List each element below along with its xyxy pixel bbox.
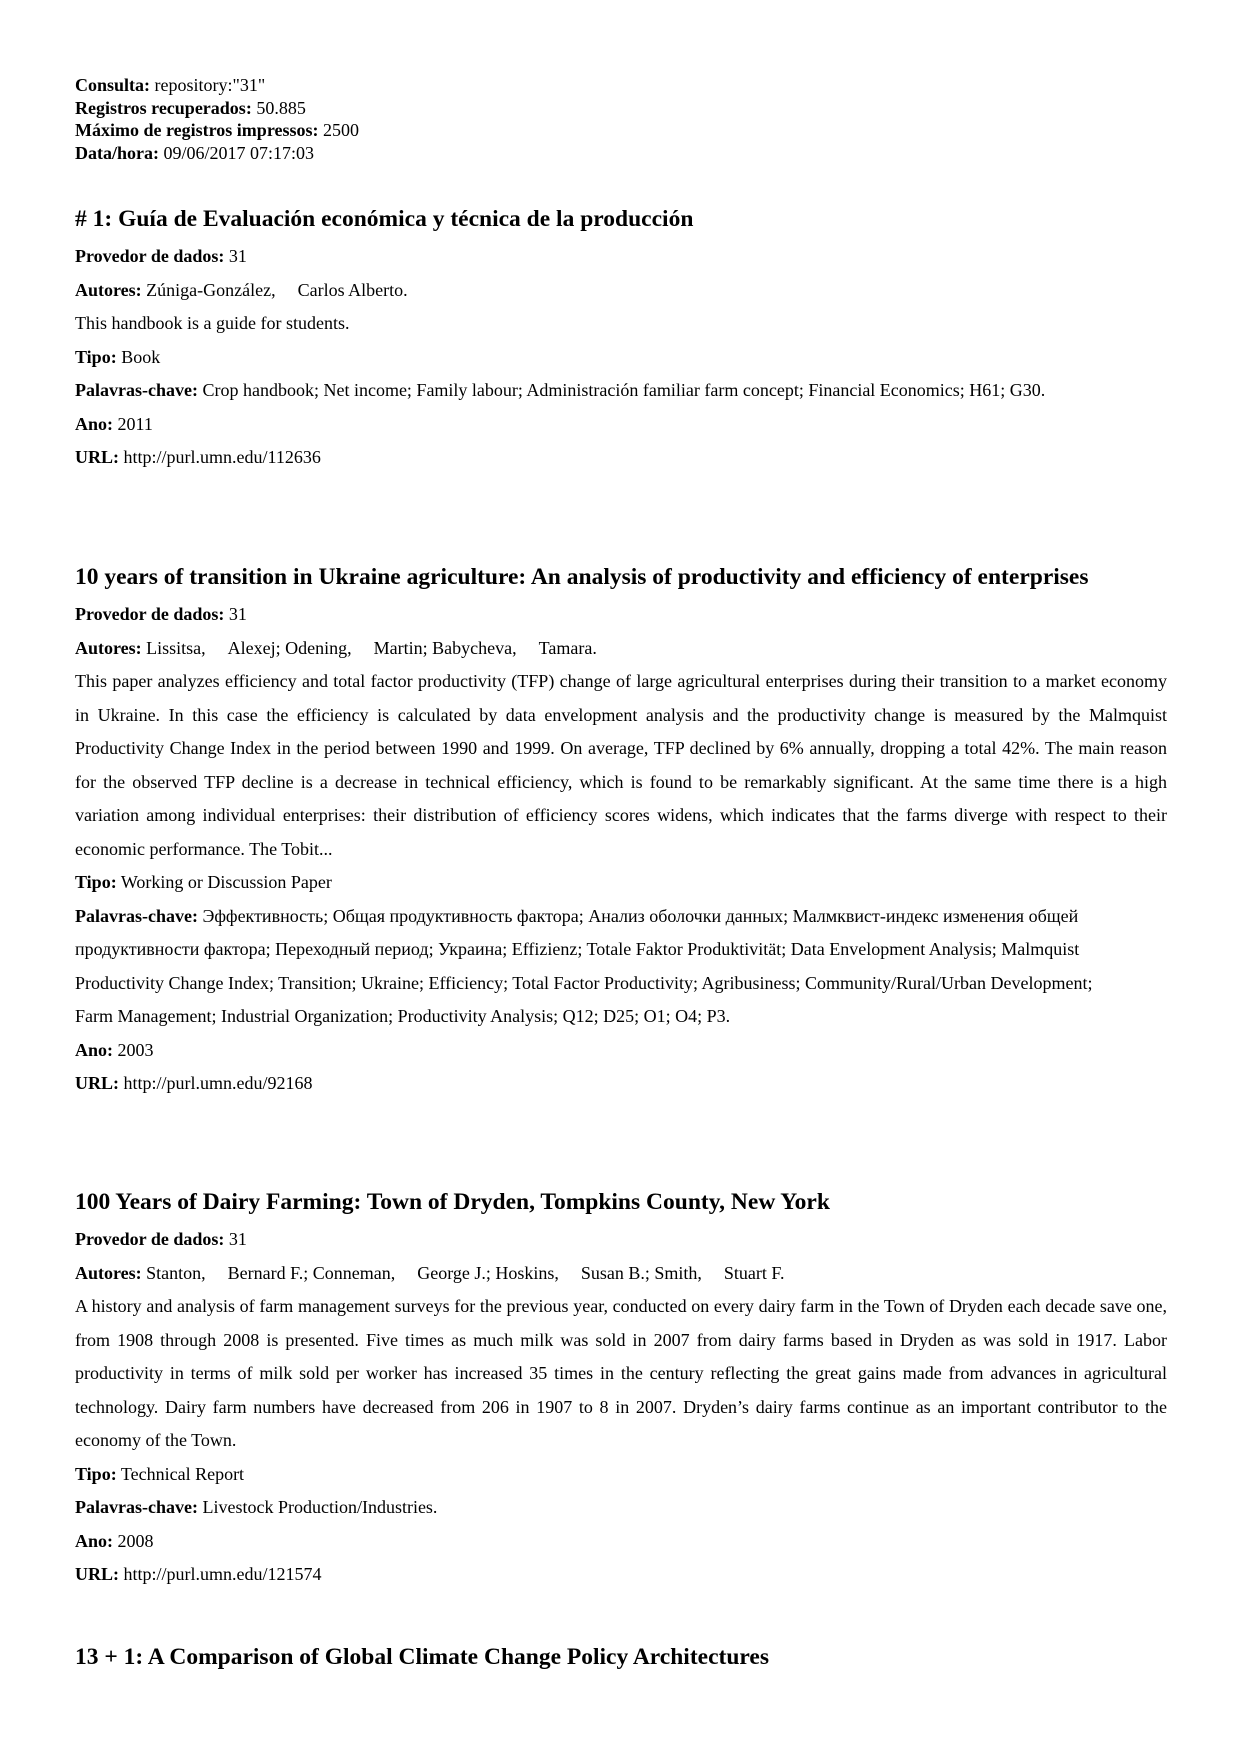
record-title: 10 years of transition in Ukraine agriculture: An analysis of productivity and efficiency of enterprises	[75, 564, 1089, 590]
type-field	[75, 866, 1167, 900]
author-name: Lissitsa,	[146, 637, 206, 658]
record-title: 13 + 1: A Comparison of Global Climate Change Policy Architectures	[75, 1644, 769, 1670]
authors-field	[75, 632, 1167, 666]
max-printed-value: 2500	[322, 120, 359, 140]
author-name: Stanton,	[146, 1262, 206, 1283]
data-provider-field	[75, 1223, 1167, 1257]
document-page	[75, 74, 1167, 1670]
type-field	[75, 1458, 1167, 1492]
author-name: Susan B.; Smith,	[580, 1262, 702, 1283]
author-name: Carlos Alberto.	[297, 279, 408, 300]
authors-label: Autores:	[75, 1262, 142, 1283]
author-name: Tamara.	[538, 637, 597, 658]
records-retrieved-row	[75, 97, 1167, 120]
authors-field	[75, 274, 1167, 308]
records-retrieved-value: 50.885	[256, 97, 306, 118]
url-link[interactable]: http://purl.umn.edu/112636	[123, 447, 321, 467]
authors-label: Autores:	[75, 637, 142, 658]
max-printed-label: Máximo de registros impressos:	[75, 120, 319, 140]
data-provider-value: 31	[228, 604, 247, 624]
datetime-value: 09/06/2017 07:17:03	[163, 142, 315, 163]
url-field	[75, 1558, 1167, 1592]
year-value: 2008	[117, 1530, 154, 1551]
data-provider-label: Provedor de dados:	[75, 1229, 225, 1249]
record	[75, 562, 1167, 1101]
query-summary	[75, 74, 1167, 164]
year-field	[75, 408, 1167, 442]
type-value: Technical Report	[120, 1463, 245, 1484]
type-value: Working or Discussion Paper	[120, 872, 332, 892]
year-field	[75, 1034, 1167, 1068]
url-field	[75, 1067, 1167, 1101]
abstract: This handbook is a guide for students.	[75, 313, 350, 333]
url-field	[75, 441, 1167, 475]
keywords-value: Livestock Production/Industries.	[202, 1497, 438, 1517]
author-name: Alexej; Odening,	[227, 637, 352, 658]
data-provider-label: Provedor de dados:	[75, 246, 225, 266]
url-label: URL:	[75, 447, 119, 467]
keywords-field	[75, 900, 1105, 1034]
type-label: Tipo:	[75, 346, 117, 367]
url-label: URL:	[75, 1073, 119, 1093]
authors-label: Autores:	[75, 279, 142, 300]
type-field	[75, 341, 1167, 375]
record-title: 100 Years of Dairy Farming: Town of Dryden, Tompkins County, New York	[75, 1189, 830, 1215]
abstract: This paper analyzes efficiency and total factor productivity (TFP) change of large agricultural enterprises during their transition to a market economy in Ukraine. In this case the efficiency is calculated by data envelopment analysis and the productivity change is measured by the Malmquist Productivity Change Index in the period between 1990 and 1999. On average, TFP declined by 6% annually, dropping a total 42%. The main reason for the observed TFP decline is a decrease in technical efficiency, which is found to be remarkably significant. At the same time there is a high variation among individual enterprises: their distribution of efficiency scores widens, which indicates that the farms diverge with respect to their economic performance. The Tobit...	[75, 671, 1167, 859]
author-name: Stuart F.	[723, 1262, 785, 1283]
type-label: Tipo:	[75, 1463, 117, 1484]
record	[75, 1642, 1167, 1678]
record-title: # 1: Guía de Evaluación económica y técnica de la producción	[75, 206, 694, 232]
type-label: Tipo:	[75, 872, 117, 892]
year-field	[75, 1525, 1167, 1559]
author-name: Martin; Babycheva,	[373, 637, 517, 658]
datetime-row	[75, 142, 1167, 165]
year-label: Ano:	[75, 1530, 114, 1551]
records-retrieved-label: Registros recuperados:	[75, 97, 252, 118]
year-label: Ano:	[75, 1039, 114, 1060]
data-provider-field	[75, 240, 1167, 274]
data-provider-field	[75, 598, 1167, 632]
max-printed-row	[75, 119, 1167, 142]
keywords-value: Crop handbook; Net income; Family labour; Administración familiar farm concept; Financial Economics; H61; G30.	[202, 380, 1046, 400]
keywords-value: Эффективность; Общая продуктивность фактора; Анализ оболочки данных; Малмквист-индекс изменения общей продуктивности фактора; Переходный период; Украина; Effizienz; Totale Faktor Produktivität; Data Envelopment Analysis; Malmquist Productivity Change Index; Transition; Ukraine; Efficiency; Total Factor Productivity; Agribusiness; Community/Rural/Urban Development; Farm Management; Industrial Organization; Productivity Analysis; Q12; D25; O1; O4; P3.	[75, 905, 1093, 1026]
query-value: repository:"31"	[154, 75, 266, 95]
author-name: Zúniga-González,	[146, 279, 276, 300]
author-name: Bernard F.; Conneman,	[227, 1262, 396, 1283]
author-name: George J.; Hoskins,	[417, 1262, 559, 1283]
record	[75, 1187, 1167, 1592]
authors-field	[75, 1257, 1167, 1291]
type-value: Book	[121, 346, 161, 367]
data-provider-label: Provedor de dados:	[75, 604, 225, 624]
keywords-label: Palavras-chave:	[75, 905, 198, 926]
abstract: A history and analysis of farm management surveys for the previous year, conducted on every dairy farm in the Town of Dryden each decade save one, from 1908 through 2008 is presented. Five times as much milk was sold in 2007 from dairy farms based in Dryden as was sold in 1917. Labor productivity in terms of milk sold per worker has increased 35 times in the century reflecting the great gains made from advances in agricultural technology. Dairy farm numbers have decreased from 206 in 1907 to 8 in 2007. Dryden’s dairy farms continue as an important contributor to the economy of the Town.	[75, 1296, 1167, 1450]
datetime-label: Data/hora:	[75, 142, 159, 163]
data-provider-value: 31	[228, 1229, 247, 1249]
url-link[interactable]: http://purl.umn.edu/92168	[123, 1073, 313, 1093]
year-value: 2011	[117, 413, 153, 434]
data-provider-value: 31	[228, 246, 247, 266]
record	[75, 204, 1167, 475]
keywords-label: Palavras-chave:	[75, 1497, 198, 1517]
url-label: URL:	[75, 1564, 119, 1584]
keywords-label: Palavras-chave:	[75, 380, 198, 400]
url-link[interactable]: http://purl.umn.edu/121574	[123, 1564, 322, 1584]
year-label: Ano:	[75, 413, 114, 434]
query-label: Consulta:	[75, 75, 151, 95]
year-value: 2003	[117, 1039, 154, 1060]
keywords-field	[75, 1491, 1167, 1525]
keywords-field	[75, 374, 1167, 408]
query-row	[75, 74, 1167, 97]
